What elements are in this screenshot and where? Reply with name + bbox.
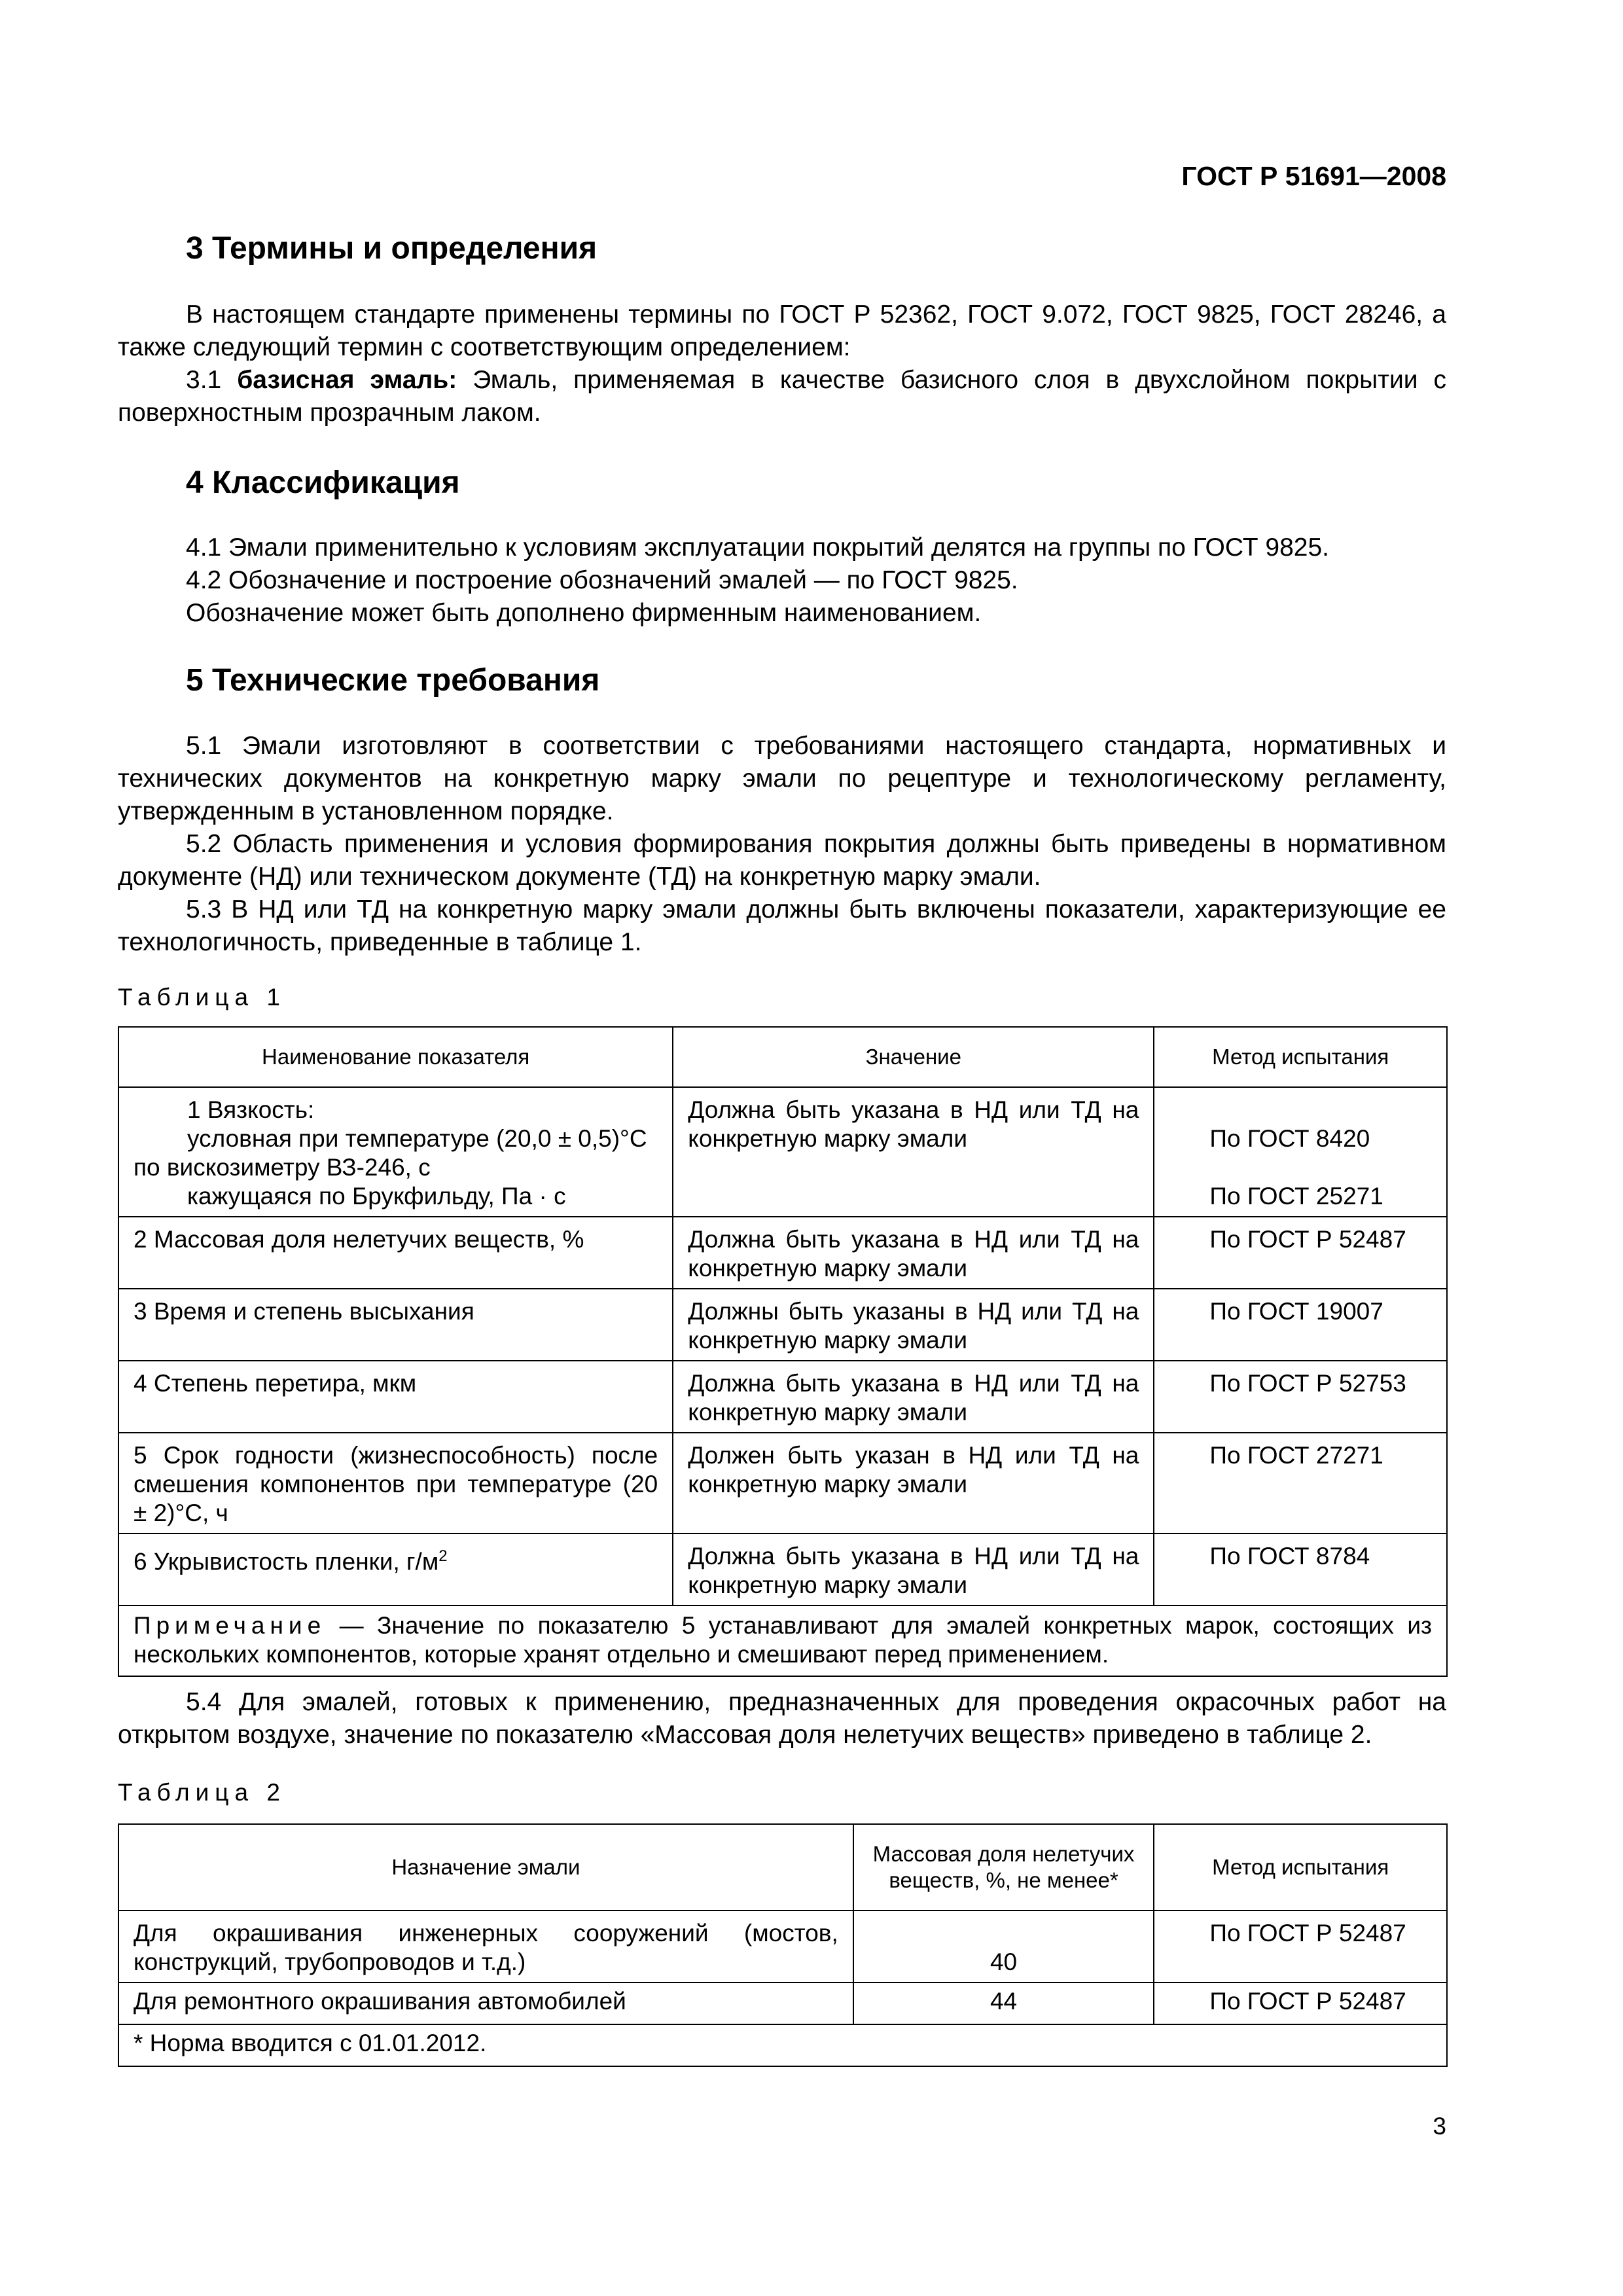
table-row xyxy=(118,1534,1447,1605)
section-5-body-continued xyxy=(118,1686,1446,1751)
clause-number: 3.1 xyxy=(186,366,222,394)
row-6-name: 6 Укрывистость пленки, $г/м^2$ xyxy=(134,1547,448,1575)
table-footnote-row xyxy=(118,2024,1447,2066)
section-5-body xyxy=(118,730,1446,959)
section-4-paragraph-3: Обозначение может быть дополнено фирменным наименованием. xyxy=(186,599,982,627)
row-2-purpose: Для ремонтного окрашивания автомобилей xyxy=(134,1988,626,2015)
table-note-row xyxy=(118,1605,1447,1676)
table-row xyxy=(118,1361,1447,1433)
section-4-paragraph-2: 4.2 Обозначение и построение обозначений эмалей — по ГОСТ 9825. xyxy=(186,566,1018,594)
row-4-method: По ГОСТ Р 52753 xyxy=(1209,1370,1406,1397)
row-2-name: 2 Массовая доля нелетучих веществ, % xyxy=(134,1226,584,1253)
section-4-paragraph-1: 4.1 Эмали применительно к условиям эксплуатации покрытий делятся на группы по ГОСТ 9825. xyxy=(186,533,1329,562)
table-1-caption: Таблица 1 xyxy=(118,984,286,1011)
column-header-value: Значение xyxy=(673,1027,1154,1087)
section-5-paragraph-3: 5.3 В НД или ТД на конкретную марку эмали должны быть включены показатели, характеризующие ее технологичность, приведенные в таблице 1. xyxy=(118,895,1446,956)
table-2-footnote: * Норма вводится с 01.01.2012. xyxy=(134,2030,487,2056)
section-4-body xyxy=(118,531,1446,630)
row-1-value: 40 xyxy=(990,1948,1018,1975)
row-3-name: 3 Время и степень высыхания xyxy=(134,1298,474,1325)
column-header-purpose: Назначение эмали xyxy=(118,1824,853,1910)
table-1 xyxy=(118,1026,1448,1677)
row-1-name-a: 1 Вязкость: xyxy=(187,1096,315,1123)
row-5-method: По ГОСТ 27271 xyxy=(1209,1442,1383,1469)
row-1-method-b: По ГОСТ 25271 xyxy=(1209,1183,1383,1210)
section-5-paragraph-1: 5.1 Эмали изготовляют в соответствии с требованиями настоящего стандарта, нормативных и технических документов на конкретную марку эмали по рецептуре и технологическому регламенту, утвержденным в установленном порядке. xyxy=(118,732,1446,825)
table-header-row xyxy=(118,1027,1447,1087)
row-1-name-b: условная при температуре (20,0 ± 0,5)°С по вискозиметру ВЗ-246, с xyxy=(134,1125,647,1181)
table-row xyxy=(118,1433,1447,1534)
section-3-body xyxy=(118,298,1446,429)
row-6-value: Должна быть указана в НД или ТД на конкретную марку эмали xyxy=(688,1543,1139,1598)
section-3-paragraph-1: В настоящем стандарте применены термины по ГОСТ Р 52362, ГОСТ 9.072, ГОСТ 9825, ГОСТ 28246, а также следующий термин с соответствующим определением: xyxy=(118,300,1446,361)
section-3 xyxy=(118,230,1446,266)
row-3-value: Должны быть указаны в НД или ТД на конкретную марку эмали xyxy=(688,1298,1139,1354)
row-1-name-c: кажущаяся по Брукфильду, Па · с xyxy=(187,1183,566,1210)
table-2-caption: Таблица 2 xyxy=(118,1779,286,1806)
table-2 xyxy=(118,1823,1448,2067)
row-2-method: По ГОСТ Р 52487 xyxy=(1209,1988,1406,2015)
table-row xyxy=(118,1910,1447,1982)
column-header-name: Наименование показателя xyxy=(118,1027,673,1087)
row-4-value: Должна быть указана в НД или ТД на конкретную марку эмали xyxy=(688,1370,1139,1426)
table-row xyxy=(118,1982,1447,2024)
section-3-title: 3 Термины и определения xyxy=(186,231,597,266)
column-header-mass-fraction: Массовая доля нелетучих веществ, %, не менее* xyxy=(853,1824,1154,1910)
table-row xyxy=(118,1217,1447,1289)
row-3-method: По ГОСТ 19007 xyxy=(1209,1298,1383,1325)
column-header-method: Метод испытания xyxy=(1154,1027,1447,1087)
section-5-title: 5 Технические требования xyxy=(186,663,600,698)
row-5-name: 5 Срок годности (жизнеспособность) после смешения компонентов при температуре (20 ± 2)°С, ч xyxy=(134,1442,658,1526)
row-1-method-a: По ГОСТ 8420 xyxy=(1209,1125,1370,1152)
table-row xyxy=(118,1087,1447,1217)
table-row xyxy=(118,1289,1447,1361)
section-4 xyxy=(118,465,1446,501)
row-6-method: По ГОСТ 8784 xyxy=(1209,1543,1370,1570)
document-id: ГОСТ Р 51691—2008 xyxy=(1181,161,1446,191)
row-1-purpose: Для окрашивания инженерных сооружений (мостов, конструкций, трубопроводов и т.д.) xyxy=(134,1920,838,1975)
section-5-paragraph-4: 5.4 Для эмалей, готовых к применению, предназначенных для проведения окрасочных работ на открытом воздухе, значение по показателю «Массовая доля нелетучих веществ» приведено в таблице 2. xyxy=(118,1688,1446,1749)
section-4-title: 4 Классификация xyxy=(186,465,460,500)
section-3-paragraph-2 xyxy=(118,364,1446,429)
section-5-paragraph-2: 5.2 Область применения и условия формирования покрытия должны быть приведены в нормативном документе (НД) или техническом документе (ТД) на конкретную марку эмали. xyxy=(118,830,1446,891)
column-header-method: Метод испытания xyxy=(1154,1824,1447,1910)
term-definition: Эмаль, применяемая в качестве базисного слоя в двухслойном покрытии с поверхностным прозрачным лаком. xyxy=(118,366,1446,427)
row-2-value: Должна быть указана в НД или ТД на конкретную марку эмали xyxy=(688,1226,1139,1282)
section-5 xyxy=(118,662,1446,698)
row-2-method: По ГОСТ Р 52487 xyxy=(1209,1226,1406,1253)
row-4-name: 4 Степень перетира, мкм xyxy=(134,1370,417,1397)
row-2-value: 44 xyxy=(990,1988,1018,2015)
row-1-value: Должна быть указана в НД или ТД на конкретную марку эмали xyxy=(688,1096,1139,1152)
page-number: 3 xyxy=(1433,2113,1446,2140)
row-1-method: По ГОСТ Р 52487 xyxy=(1209,1920,1406,1946)
table-header-row xyxy=(118,1824,1447,1910)
table-1-note: Примечание — Значение по показателю 5 устанавливают для эмалей конкретных марок, состоящих из нескольких компонентов, которые хранят отдельно и смешивают перед применением. xyxy=(134,1612,1432,1668)
row-5-value: Должен быть указан в НД или ТД на конкретную марку эмали xyxy=(688,1442,1139,1498)
term: базисная эмаль: xyxy=(237,366,457,394)
